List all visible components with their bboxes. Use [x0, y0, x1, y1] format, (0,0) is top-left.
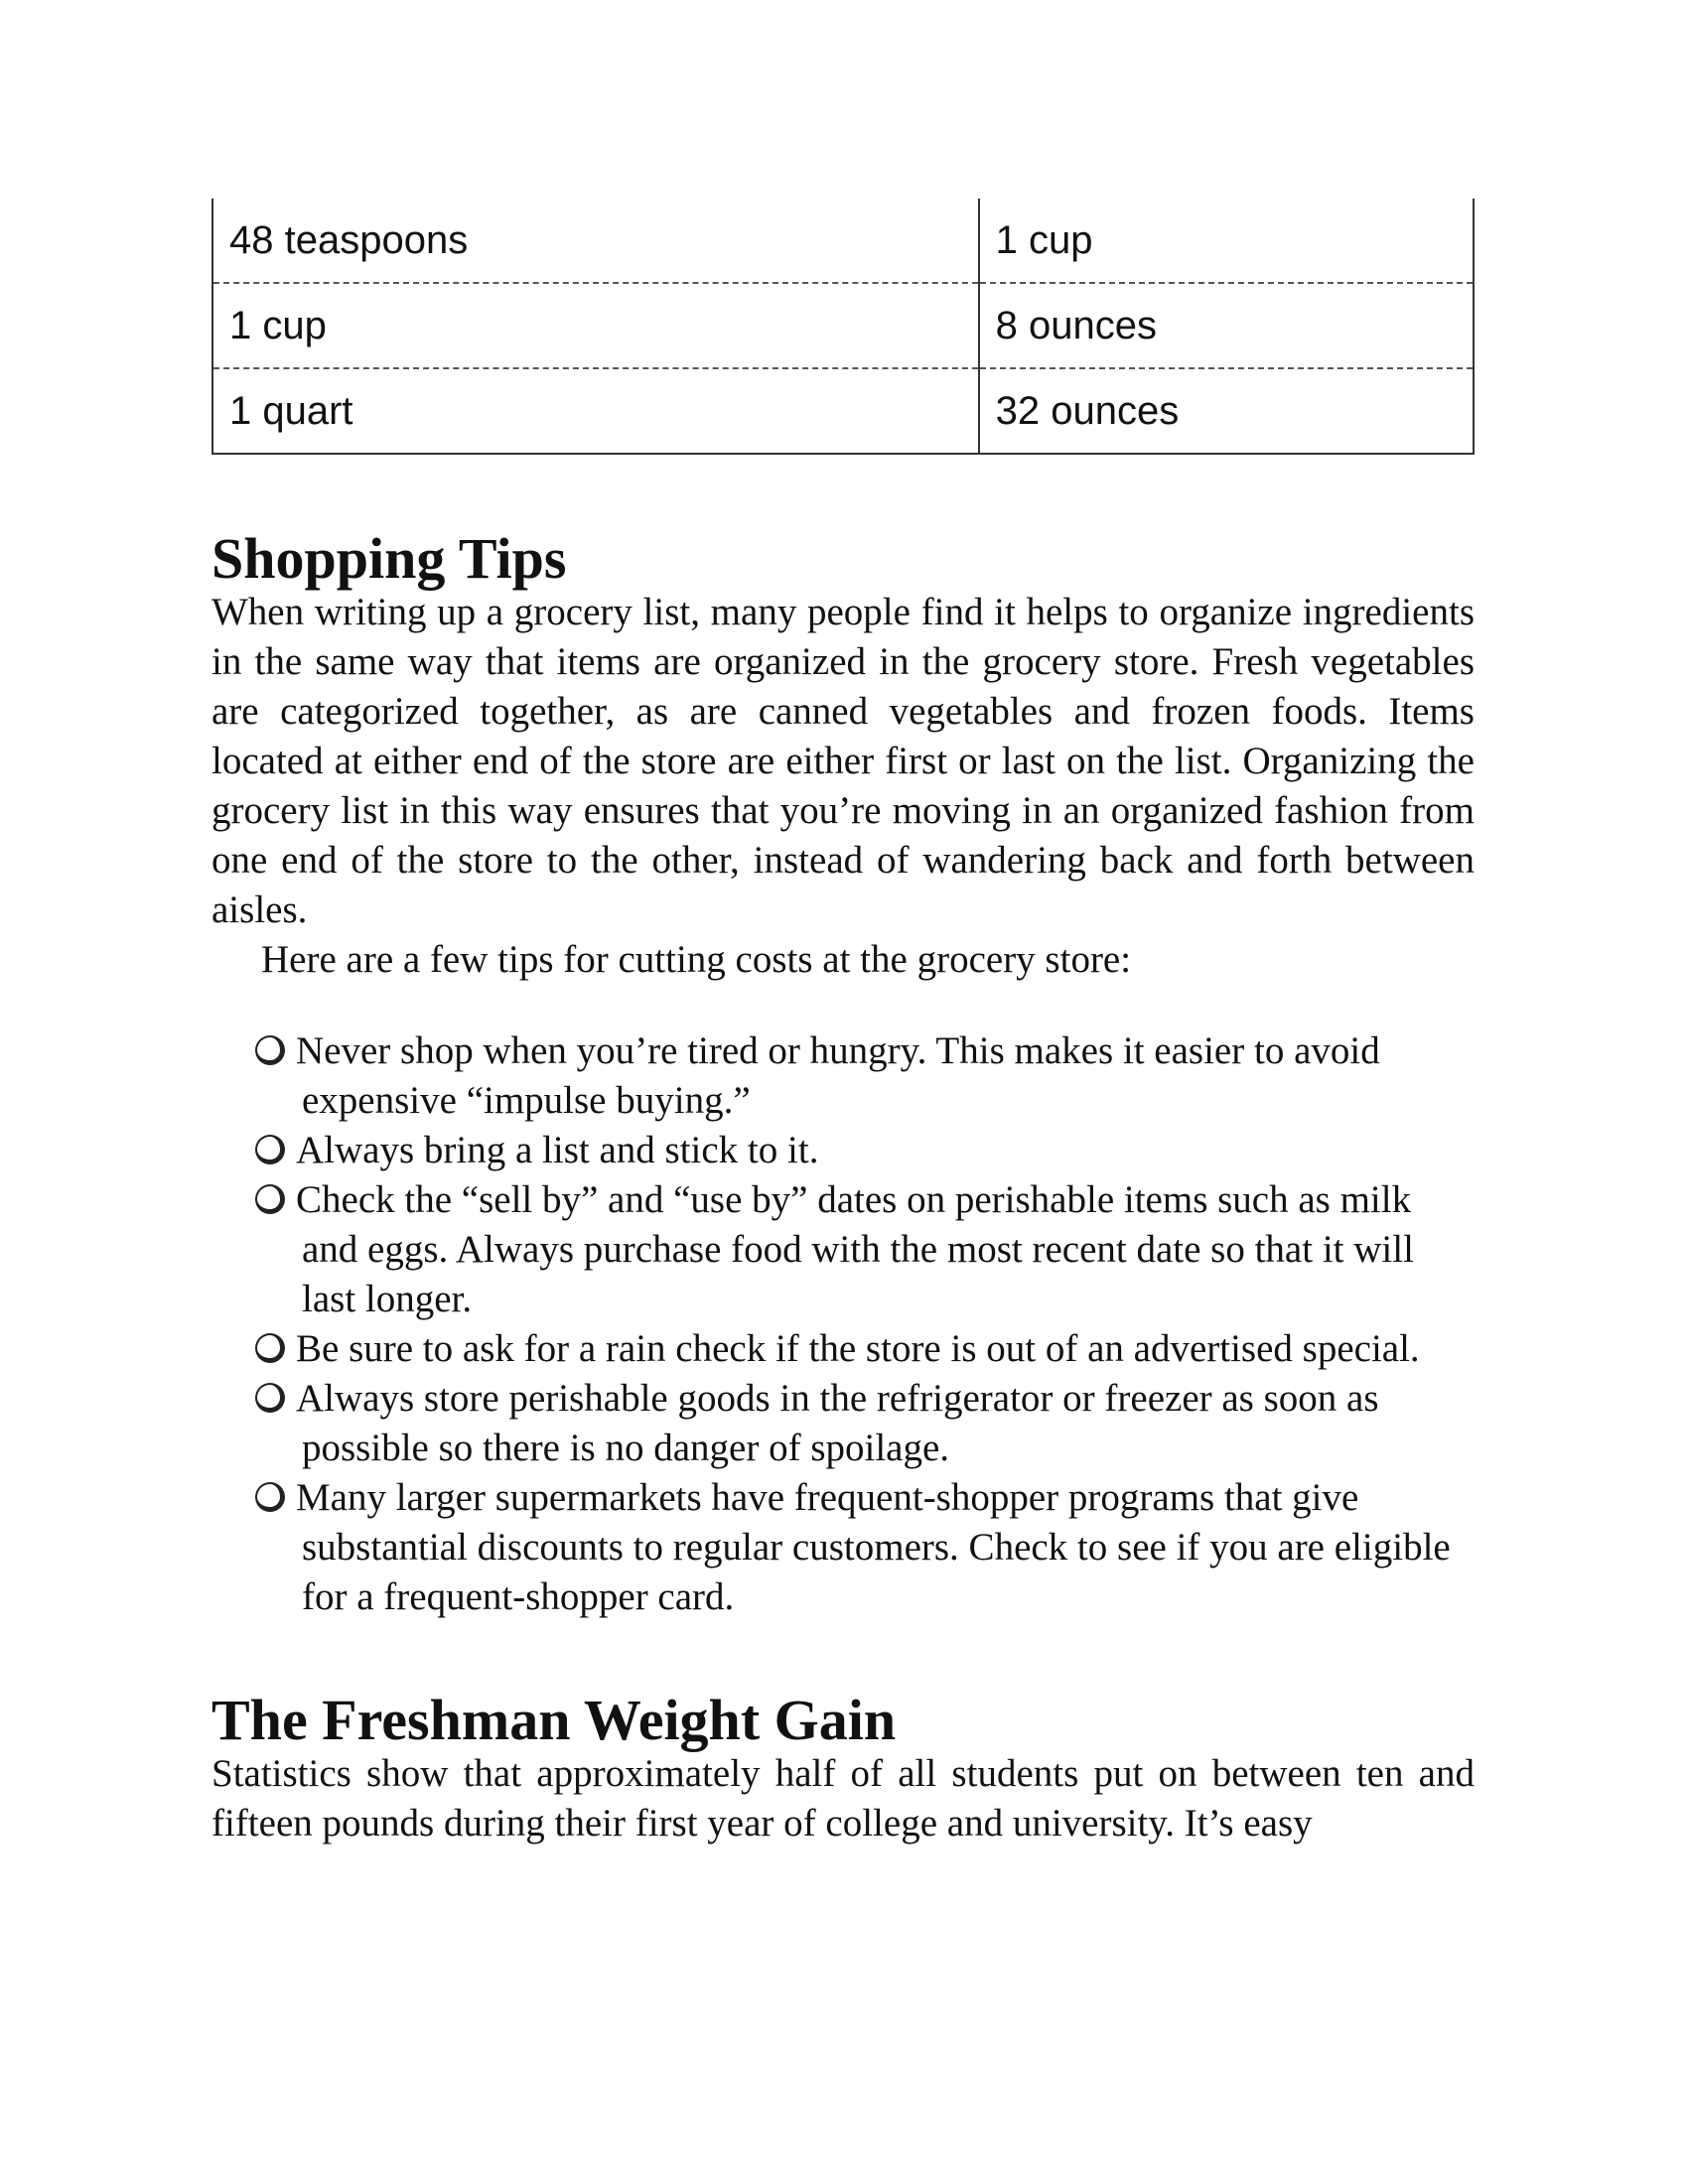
circle-bullet-icon: [255, 1035, 285, 1065]
list-item: [255, 1175, 1475, 1324]
table-cell-amount: 48 teaspoons: [212, 199, 979, 283]
table-cell-equivalent: 32 ounces: [979, 368, 1474, 454]
tip-text: Many larger supermarkets have frequent-shopper programs that give substantial discounts to regular customers. Check to see if you are eligible for a frequent-shopper card.: [296, 1476, 1451, 1618]
document-page: [211, 199, 1475, 1848]
table-cell-amount: 1 cup: [212, 283, 979, 368]
table-row: [212, 368, 1474, 454]
table-cell-amount: 1 quart: [212, 368, 979, 454]
circle-bullet-icon: [255, 1184, 285, 1214]
shopping-tips-paragraph: When writing up a grocery list, many people find it helps to organize ingredients in the same way that items are organized in the grocery store. Fresh vegetables are categorized together, as are canned vegetables and frozen foods. Items located at either end of the store are either first or last on the list. Organizing the grocery list in this way ensures that you’re moving in an organized fashion from one end of the store to the other, instead of wandering back and forth between aisles.: [211, 591, 1475, 931]
table-cell-equivalent: 1 cup: [979, 199, 1474, 283]
tips-intro: Here are a few tips for cutting costs at the grocery store:: [261, 938, 1132, 981]
circle-bullet-icon: [255, 1482, 285, 1512]
freshman-weight-gain-heading: The Freshman Weight Gain: [211, 1688, 897, 1752]
shopping-tips-heading: Shopping Tips: [211, 526, 567, 591]
tip-text: Check the “sell by” and “use by” dates on perishable items such as milk and eggs. Always purchase food with the most recent date so that it will last longer.: [296, 1178, 1414, 1320]
circle-bullet-icon: [255, 1383, 285, 1413]
list-item: [255, 1473, 1475, 1622]
freshman-paragraph: Statistics show that approximately half of all students put on between ten and fifteen pounds during their first year of college and university. It’s easy: [211, 1752, 1475, 1844]
conversion-table: [211, 199, 1475, 455]
list-item: [255, 1126, 1475, 1175]
list-item: [255, 1324, 1475, 1374]
tip-text: Never shop when you’re tired or hungry. This makes it easier to avoid expensive “impulse buying.”: [296, 1029, 1380, 1122]
tip-text: Always bring a list and stick to it.: [296, 1129, 819, 1171]
circle-bullet-icon: [255, 1333, 285, 1363]
table-row: [212, 199, 1474, 283]
circle-bullet-icon: [255, 1135, 285, 1164]
list-item: [255, 1374, 1475, 1473]
tip-text: Be sure to ask for a rain check if the store is out of an advertised special.: [296, 1327, 1420, 1370]
list-item: [255, 1026, 1475, 1126]
table-row: [212, 283, 1474, 368]
tip-text: Always store perishable goods in the refrigerator or freezer as soon as possible so there is no danger of spoilage.: [296, 1377, 1379, 1469]
table-cell-equivalent: 8 ounces: [979, 283, 1474, 368]
tips-list: [211, 1026, 1475, 1622]
